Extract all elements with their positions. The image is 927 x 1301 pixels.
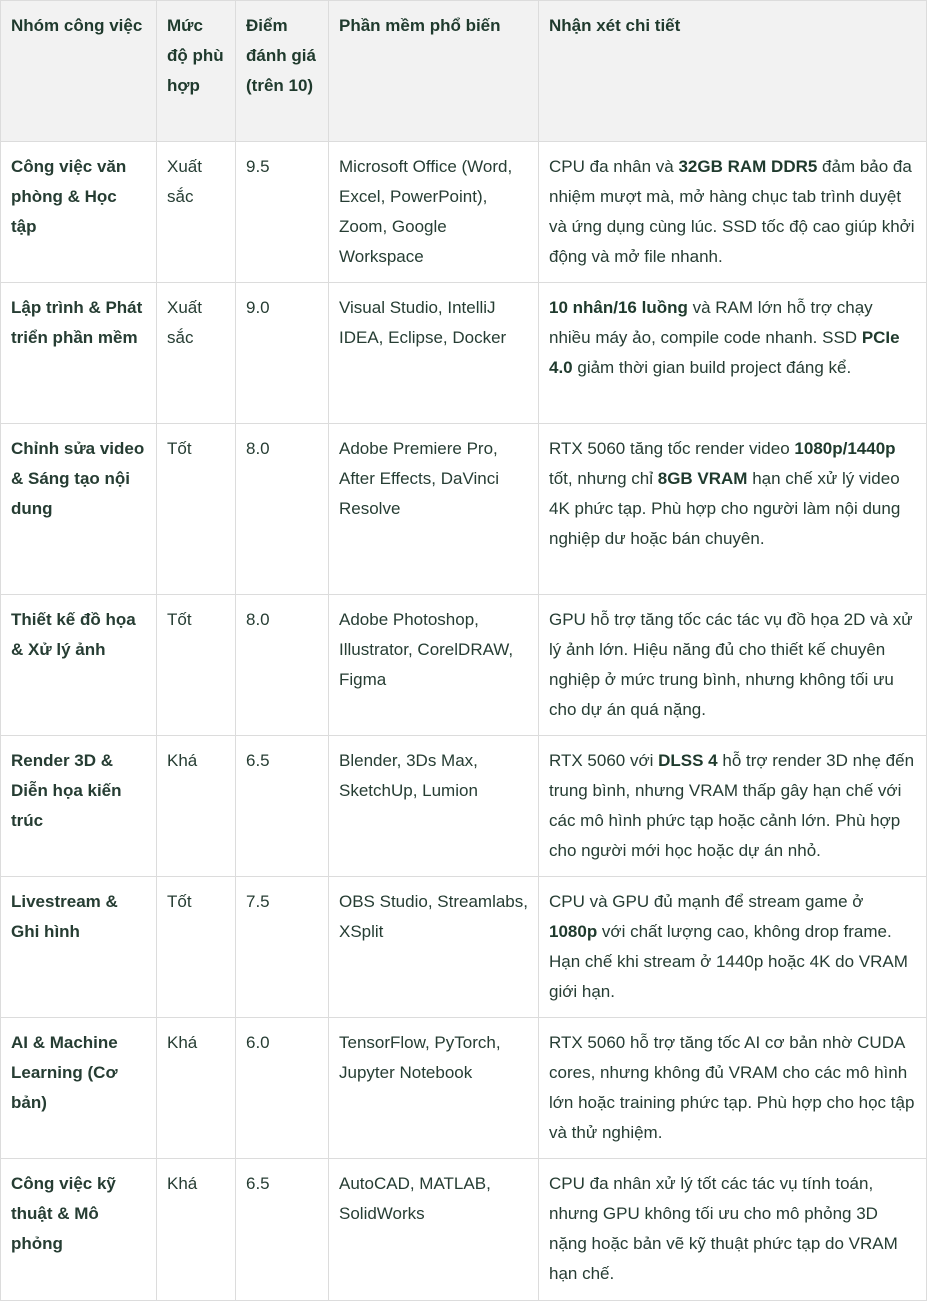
cell-detailed-note bbox=[539, 283, 927, 424]
cell-work-group: Công việc kỹ thuật & Mô phỏng bbox=[1, 1159, 157, 1301]
cell-detailed-note bbox=[539, 595, 927, 736]
cell-software: OBS Studio, Streamlabs, XSplit bbox=[329, 877, 539, 1018]
cell-work-group: Lập trình & Phát triển phần mềm bbox=[1, 283, 157, 424]
note-highlight: 1080p/1440p bbox=[794, 439, 896, 458]
note-text: và RAM lớn hỗ trợ chạy nhiều máy ảo, compile code nhanh. SSD bbox=[549, 298, 873, 347]
note-highlight: 1080p bbox=[549, 922, 598, 941]
cell-work-group: Chỉnh sửa video & Sáng tạo nội dung bbox=[1, 424, 157, 595]
table-row bbox=[1, 595, 927, 736]
note-text: tốt, nhưng chỉ bbox=[549, 469, 658, 488]
header-software: Phần mềm phổ biến bbox=[329, 1, 539, 142]
note-text: RTX 5060 với bbox=[549, 751, 659, 770]
note-text: RTX 5060 tăng tốc render video bbox=[549, 439, 795, 458]
note-text: giảm thời gian build project đáng kể. bbox=[572, 358, 852, 377]
header-score: Điểm đánh giá (trên 10) bbox=[236, 1, 329, 142]
note-text: CPU đa nhân xử lý tốt các tác vụ tính toán, nhưng GPU không tối ưu cho mô phỏng 3D nặng hoặc bản vẽ kỹ thuật phức tạp do VRAM hạn chế. bbox=[549, 1174, 898, 1283]
cell-detailed-note bbox=[539, 1018, 927, 1159]
cell-score: 9.0 bbox=[236, 283, 329, 424]
cell-score: 9.5 bbox=[236, 142, 329, 283]
header-detailed-notes: Nhận xét chi tiết bbox=[539, 1, 927, 142]
cell-software: Adobe Premiere Pro, After Effects, DaVinci Resolve bbox=[329, 424, 539, 595]
cell-suitability: Tốt bbox=[157, 424, 236, 595]
cell-software: Visual Studio, IntelliJ IDEA, Eclipse, Docker bbox=[329, 283, 539, 424]
cell-suitability: Khá bbox=[157, 736, 236, 877]
cell-suitability: Tốt bbox=[157, 595, 236, 736]
cell-score: 8.0 bbox=[236, 595, 329, 736]
note-text: hỗ trợ render 3D nhẹ đến trung bình, nhưng VRAM thấp gây hạn chế với các mô hình phức tạp hoặc cảnh lớn. Phù hợp cho người mới học hoặc dự án nhỏ. bbox=[549, 751, 915, 860]
cell-score: 6.5 bbox=[236, 736, 329, 877]
table-header bbox=[1, 1, 927, 142]
header-work-group: Nhóm công việc bbox=[1, 1, 157, 142]
cell-detailed-note bbox=[539, 877, 927, 1018]
table-row bbox=[1, 877, 927, 1018]
note-text: đảm bảo đa nhiệm mượt mà, mở hàng chục tab trình duyệt và ứng dụng cùng lúc. SSD tốc độ cao giúp khởi động và mở file nhanh. bbox=[549, 157, 915, 266]
cell-work-group: Công việc văn phòng & Học tập bbox=[1, 142, 157, 283]
table-row bbox=[1, 1159, 927, 1301]
table-body bbox=[1, 142, 927, 1301]
note-text: CPU và GPU đủ mạnh để stream game ở bbox=[549, 892, 864, 911]
cell-detailed-note bbox=[539, 424, 927, 595]
cell-software: Microsoft Office (Word, Excel, PowerPoint), Zoom, Google Workspace bbox=[329, 142, 539, 283]
note-highlight: 32GB RAM DDR5 bbox=[678, 157, 818, 176]
cell-software: Blender, 3Ds Max, SketchUp, Lumion bbox=[329, 736, 539, 877]
cell-suitability: Xuất sắc bbox=[157, 283, 236, 424]
note-text: RTX 5060 hỗ trợ tăng tốc AI cơ bản nhờ CUDA cores, nhưng không đủ VRAM cho các mô hình lớn hoặc training phức tạp. Phù hợp cho học tập và thử nghiệm. bbox=[549, 1033, 915, 1142]
cell-software: AutoCAD, MATLAB, SolidWorks bbox=[329, 1159, 539, 1301]
note-text: với chất lượng cao, không drop frame. Hạn chế khi stream ở 1440p hoặc 4K do VRAM giới hạn. bbox=[549, 922, 908, 1001]
cell-score: 6.0 bbox=[236, 1018, 329, 1159]
cell-detailed-note bbox=[539, 142, 927, 283]
note-highlight: DLSS 4 bbox=[658, 751, 718, 770]
cell-suitability: Khá bbox=[157, 1018, 236, 1159]
table-row bbox=[1, 424, 927, 595]
cell-suitability: Tốt bbox=[157, 877, 236, 1018]
cell-work-group: Thiết kế đồ họa & Xử lý ảnh bbox=[1, 595, 157, 736]
cell-suitability: Xuất sắc bbox=[157, 142, 236, 283]
note-highlight: 10 nhân/16 luồng bbox=[549, 298, 688, 317]
note-highlight: 8GB VRAM bbox=[657, 469, 748, 488]
note-highlight: PCIe 4.0 bbox=[549, 328, 900, 377]
cell-work-group: Livestream & Ghi hình bbox=[1, 877, 157, 1018]
header-suitability: Mức độ phù hợp bbox=[157, 1, 236, 142]
cell-score: 8.0 bbox=[236, 424, 329, 595]
table-row bbox=[1, 283, 927, 424]
cell-score: 6.5 bbox=[236, 1159, 329, 1301]
cell-detailed-note bbox=[539, 1159, 927, 1301]
cell-work-group: AI & Machine Learning (Cơ bản) bbox=[1, 1018, 157, 1159]
cell-detailed-note bbox=[539, 736, 927, 877]
cell-suitability: Khá bbox=[157, 1159, 236, 1301]
table-row bbox=[1, 142, 927, 283]
note-text: GPU hỗ trợ tăng tốc các tác vụ đồ họa 2D và xử lý ảnh lớn. Hiệu năng đủ cho thiết kế chuyên nghiệp ở mức trung bình, nhưng không tối ưu cho dự án quá nặng. bbox=[549, 610, 913, 719]
cell-software: Adobe Photoshop, Illustrator, CorelDRAW, Figma bbox=[329, 595, 539, 736]
cell-score: 7.5 bbox=[236, 877, 329, 1018]
cell-software: TensorFlow, PyTorch, Jupyter Notebook bbox=[329, 1018, 539, 1159]
table-row bbox=[1, 1018, 927, 1159]
header-row bbox=[1, 1, 927, 142]
cell-work-group: Render 3D & Diễn họa kiến trúc bbox=[1, 736, 157, 877]
table-row bbox=[1, 736, 927, 877]
note-text: hạn chế xử lý video 4K phức tạp. Phù hợp cho người làm nội dung nghiệp dư hoặc bán chuyên. bbox=[549, 469, 901, 548]
note-text: CPU đa nhân và bbox=[549, 157, 679, 176]
